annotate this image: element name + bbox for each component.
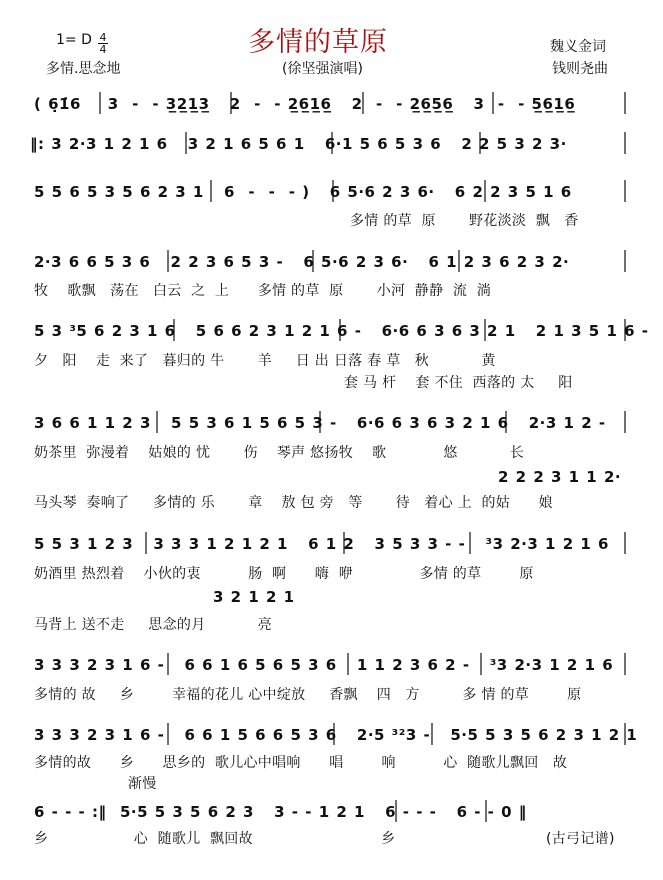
- lyric-row-3: 多情 的草 原 野花淡淡 飘 香: [350, 213, 579, 229]
- notation-row-6: 3 6 6 1 1 2 3 5 5 3 6 1 5 6 5 3 - 6·6 6 3 6 3 2 1 6 2·3 1 2 -: [34, 414, 606, 432]
- meter-top: 4: [99, 31, 107, 44]
- notation-row-9: 3 3 3 2 3 1 6 - 6 6 1 5 6 6 5 3 6 2·5 ³²3 - 5·5 5 3 5 6 2 3 1 2 1: [34, 726, 638, 744]
- lyricist-credit: 魏义金词: [550, 39, 606, 55]
- notation-row-1: ( 6̣1̇6 3 - - 3̲2̲1̲3̲ 2 - - 2̲6̲1̲6̲ 2 - - 2̲6̲5̲6̲ 3 - - 5̲6̲1̲6̲: [34, 95, 576, 113]
- notation-row-6b: 2 2 2 3 1 1 2·: [498, 468, 622, 486]
- lyric-row-7a: 奶酒里 热烈着 小伙的衷 肠 啊 嗨 咿 多情 的草 原: [34, 566, 534, 582]
- meter-bottom: 4: [99, 43, 107, 56]
- composer-credit: 钱则尧曲: [552, 61, 608, 77]
- lyric-row-4: 牧 歌飘 荡在 白云 之 上 多情 的草 原 小河 静静 流 淌: [34, 283, 492, 299]
- time-signature: [98, 32, 108, 55]
- key-signature: 1= D: [56, 32, 92, 48]
- notation-row-7b: 3 2 1 2 1: [213, 588, 295, 606]
- tempo-mark: 渐慢: [128, 776, 157, 792]
- lyric-row-8: 多情的 故 乡 幸福的花儿 心中绽放 香飘 四 方 多 情 的草 原: [34, 687, 582, 703]
- notation-row-3: 5 5 6 5 3 5 6 2 3 1 6 - - - ) 6 5·6 2 3 6· 6 2 2 3 5 1 6: [34, 183, 572, 201]
- notation-row-7: 5 5 3 1 2 3 3 3 3 1 2 1 2 1 6 1 2 3 5 3 3 - - ³3 2·3 1 2 1 6: [34, 535, 609, 553]
- notation-row-5: 5 3 ³5 6 2 3 1 6 5 6 6 2 3 1 2 1 6 - 6·6 6 3 6 3 2 1 2 1 3 5 1 6 -: [34, 322, 649, 340]
- lyric-row-5b: 套 马 杆 套 不住 西落的 太 阳: [344, 375, 573, 391]
- notation-row-8: 3 3 3 2 3 1 6 - 6 6 1 6 5 6 5 3 6 1 1 2 3 6 2 - ³3 2·3 1 2 1 6: [34, 656, 614, 674]
- song-title: 多情的草原: [248, 27, 388, 58]
- notation-row-10: 6 - - - :‖ 5·5 5 3 5 6 2 3 3 - - 1 2 1 6 - - - 6 - - 0 ‖: [34, 803, 527, 821]
- lyric-row-6a: 奶茶里 弥漫着 姑娘的 忧 伤 琴声 悠扬牧 歌 悠 长: [34, 445, 525, 461]
- notation-row-2: ‖: 3 2·3 1 2 1 6 3 2 1 6 5 6 1 6·1 5 6 5 3 6 2 2 5 3 2 3·: [30, 135, 567, 153]
- lyric-row-5a: 夕 阳 走 来了 暮归的 牛 羊 日 出 日落 春 草 秋 黄: [34, 353, 496, 369]
- lyric-row-6b: 马头琴 奏响了 多情的 乐 章 敖 包 旁 等 待 着心 上 的姑 娘: [34, 495, 553, 511]
- lyric-row-10: 乡 心 随歌儿 飘回故 乡: [34, 831, 396, 847]
- lyric-row-9: 多情的故 乡 思乡的 歌儿心中唱响 唱 响 心 随歌儿飘回 故: [34, 755, 568, 771]
- lyric-row-7b: 马背上 送不走 思念的月 亮: [34, 617, 273, 633]
- notation-row-4: 2·3 6 6 5 3 6 2 2 3 6 5 3 - 6 5·6 2 3 6· 6 1 2 3 6 2 3 2·: [34, 253, 570, 271]
- expression-mark: 多情.思念地: [46, 61, 121, 77]
- singer-credit: (徐坚强演唱): [282, 61, 363, 77]
- transcriber-credit: (古弓记谱): [546, 831, 615, 847]
